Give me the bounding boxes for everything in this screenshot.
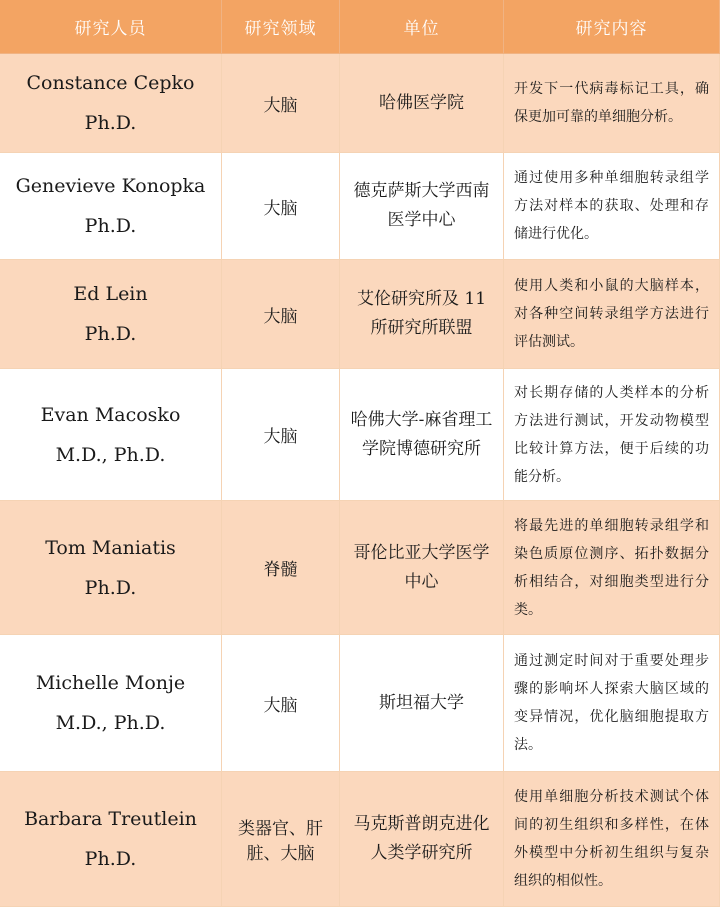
researcher-cell (0, 369, 222, 501)
unit-cell: 斯坦福大学 (340, 635, 504, 772)
content-text: 使用人类和小鼠的大脑样本，对各种空间转录组学方法进行评估测试。 (514, 278, 709, 350)
researcher-cell (0, 153, 222, 260)
researcher-degree: M.D., Ph.D. (55, 443, 166, 466)
field-cell: 类器官、肝脏、大脑 (222, 772, 340, 907)
researcher-degree: M.D., Ph.D. (55, 712, 166, 734)
researcher-name: Barbara Treutlein (24, 808, 197, 830)
header-researcher: 研究人员 (0, 0, 222, 54)
content-text: 对长期存储的人类样本的分析方法进行测试，开发动物模型比较计算方法，便于后续的功能分析。 (514, 384, 709, 485)
researcher-name: Constance Cepko (26, 72, 195, 94)
content-cell (504, 635, 720, 772)
content-text: 使用单细胞分析技术测试个体间的初生组织和多样性，在体外模型中分析初生组织与复杂组织的相似性。 (514, 789, 709, 889)
header-content: 研究内容 (504, 0, 720, 54)
researcher-name: Michelle Monje (35, 672, 186, 694)
field-cell: 大脑 (222, 153, 340, 260)
field-cell: 脊髓 (222, 501, 340, 635)
content-cell (504, 260, 720, 369)
content-text: 通过测定时间对于重要处理步骤的影响坏人探索大脑区域的变异情况，优化脑细胞提取方法。 (514, 653, 709, 753)
researcher-name: Evan Macosko (40, 403, 181, 426)
header-unit: 单位 (340, 0, 504, 54)
field-cell: 大脑 (222, 260, 340, 369)
researcher-degree: Ph.D. (84, 112, 137, 134)
content-cell (504, 772, 720, 907)
field-cell: 大脑 (222, 54, 340, 153)
researcher-name: Genevieve Konopka (15, 175, 206, 197)
content-cell (504, 501, 720, 635)
unit-cell: 艾伦研究所及 11 所研究所联盟 (340, 260, 504, 369)
unit-cell: 哈佛医学院 (340, 54, 504, 153)
unit-cell: 德克萨斯大学西南医学中心 (340, 153, 504, 260)
researcher-degree: Ph.D. (84, 215, 137, 237)
researcher-name: Tom Maniatis (45, 536, 176, 559)
researcher-degree: Ph.D. (84, 323, 137, 345)
content-cell (504, 54, 720, 153)
content-cell (504, 369, 720, 501)
researcher-cell (0, 635, 222, 772)
content-cell (504, 153, 720, 260)
unit-cell: 马克斯普朗克进化人类学研究所 (340, 772, 504, 907)
header-field: 研究领域 (222, 0, 340, 54)
content-text: 将最先进的单细胞转录组学和染色质原位测序、拓扑数据分析相结合，对细胞类型进行分类。 (514, 517, 709, 618)
unit-cell: 哥伦比亚大学医学中心 (340, 501, 504, 635)
field-cell: 大脑 (222, 369, 340, 501)
researcher-degree: Ph.D. (84, 848, 137, 870)
researcher-degree: Ph.D. (84, 576, 137, 599)
researcher-cell (0, 54, 222, 153)
researcher-cell (0, 260, 222, 369)
content-text: 开发下一代病毒标记工具，确保更加可靠的单细胞分析。 (514, 81, 709, 125)
researcher-cell (0, 501, 222, 635)
content-text: 通过使用多种单细胞转录组学方法对样本的获取、处理和存储进行优化。 (514, 170, 709, 242)
researcher-name: Ed Lein (73, 283, 148, 305)
unit-cell: 哈佛大学-麻省理工学院博德研究所 (340, 369, 504, 501)
field-cell: 大脑 (222, 635, 340, 772)
researcher-cell (0, 772, 222, 907)
